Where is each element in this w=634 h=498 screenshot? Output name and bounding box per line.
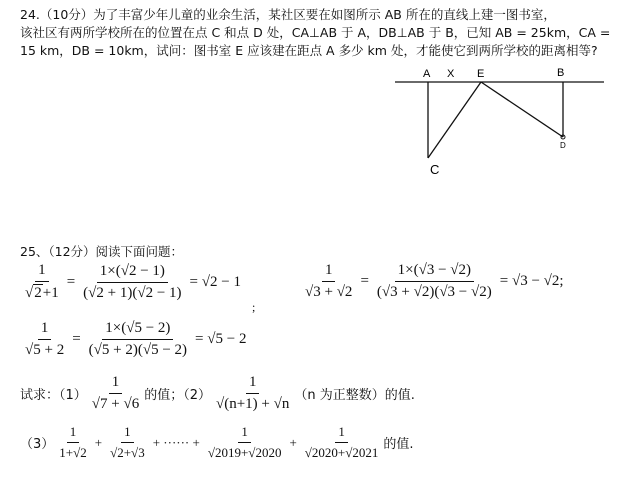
ex1-lhs-fraction — [22, 262, 62, 302]
ex2-mid-fraction — [374, 262, 495, 301]
ex3-result: = √5 − 2 — [195, 331, 247, 347]
example-1: 1 √ 2 +1 = $\frac{1\times(√2 - 1)}{(√2 + 1)(√2 - 1)}$ = √2 − 1 — [20, 262, 244, 302]
ex3-mid-fraction — [86, 320, 190, 359]
ex2-lhs-fraction — [302, 262, 355, 301]
q25-heading: 25、（12分）阅读下面问题： — [20, 244, 184, 259]
ex1-mid-den: (√2 + 1)(√2 − 1) — [83, 284, 182, 301]
task2-suffix: （n 为正整数）的值. — [294, 388, 415, 403]
ex2-lhs-num: 1 — [322, 262, 336, 282]
task3-suffix: 的值. — [383, 437, 414, 452]
segment-ce — [428, 82, 481, 158]
example-3: $\frac{1}{√5 + 2}$ = $\frac{1\times(√5 - 2)}{(√5 + 2)(√5 - 2)}$ = √5 − 2 — [20, 320, 249, 359]
label-b: B — [557, 67, 565, 79]
ex3-lhs-fraction — [22, 320, 67, 359]
q24-line-3: 15 km，DB = 10km，试问：图书室 E 应该建在距点 A 多少 km 处，才能使它到两所学校的距离相等? — [20, 43, 598, 58]
task2-num: 1 — [246, 374, 260, 394]
task3-term-2-num: 1 — [121, 424, 134, 443]
example-2: $\frac{1}{√3 + √2}$ = $\frac{1\times(√3 - √2)}{(√3 + √2)(√3 - √2)}$ = √3 − √2; — [300, 262, 567, 301]
task3-term-2 — [107, 424, 148, 461]
ex1-lhs-num: 1 — [35, 262, 49, 282]
separator-semicolon: ; — [252, 300, 256, 314]
q24-line-2: 该社区有两所学校所在的位置在点 C 和点 D 处，CA⊥AB 于 A，DB⊥AB 于 B，已知 AB = 25km，CA = — [20, 25, 611, 40]
task-line-3: （3） $\frac{1}{1+√2}$ + $\frac{1}{√2+√3}$ + ······ + $\frac{1}{√2019+√2020}$ + $\frac{1}{√2020+√2021}$ 的值. — [20, 424, 414, 460]
ex1-lhs-den: √ 2 +1 — [25, 285, 59, 301]
task3-prefix: （3） — [20, 437, 55, 452]
ex1-mid-num: 1×(√2 − 1) — [97, 263, 168, 283]
task1-fraction — [89, 374, 142, 413]
task3-dots: + ······ + — [152, 434, 200, 450]
task3-term-a — [205, 424, 285, 461]
task2-fraction — [213, 374, 292, 413]
ex2-mid-num: 1×(√3 − √2) — [395, 262, 474, 282]
ex2-lhs-den: √3 + √2 — [305, 284, 353, 300]
label-x: X — [447, 68, 455, 80]
ex3-lhs-den: √5 + 2 — [25, 342, 65, 358]
task1-den: √7 + √6 — [91, 396, 140, 412]
task-prefix: 试求：（1） — [20, 388, 87, 403]
task3-term-a-num: 1 — [238, 424, 251, 443]
task3-term-1 — [56, 424, 89, 461]
task3-term-b-den: √2020+√2021 — [304, 445, 379, 460]
label-c: C — [430, 162, 440, 177]
label-a: A — [423, 68, 431, 80]
ex3-mid-num: 1×(√5 − 2) — [102, 320, 173, 340]
segment-ed — [481, 82, 563, 137]
ex3-lhs-num: 1 — [38, 320, 52, 340]
task3-term-2-den: √2+√3 — [110, 445, 145, 460]
label-d: D — [560, 141, 566, 150]
task3-term-b — [302, 424, 382, 461]
task3-term-b-num: 1 — [335, 424, 348, 443]
task-line-1-2 — [20, 374, 415, 413]
task3-term-1-num: 1 — [67, 424, 80, 443]
task1-suffix: 的值；（2） — [144, 388, 211, 403]
task2-den: √(n+1) + √n — [216, 396, 290, 412]
q24-line-1: 24.（10分）为了丰富少年儿童的业余生活，某社区要在如图所示 AB 所在的直线上建一图书室， — [20, 7, 556, 22]
label-e: E — [477, 68, 485, 80]
task3-term-a-den: √2019+√2020 — [207, 445, 282, 460]
ex1-result: = √2 − 1 — [189, 273, 241, 290]
ex2-mid-den: (√3 + √2)(√3 − √2) — [376, 284, 492, 300]
task1-num: 1 — [109, 374, 123, 394]
ex2-result: = √3 − √2; — [499, 273, 564, 289]
ex1-mid-fraction — [80, 263, 184, 302]
ex3-mid-den: (√5 + 2)(√5 − 2) — [88, 342, 188, 358]
task3-term-1-den: 1+√2 — [59, 445, 87, 460]
